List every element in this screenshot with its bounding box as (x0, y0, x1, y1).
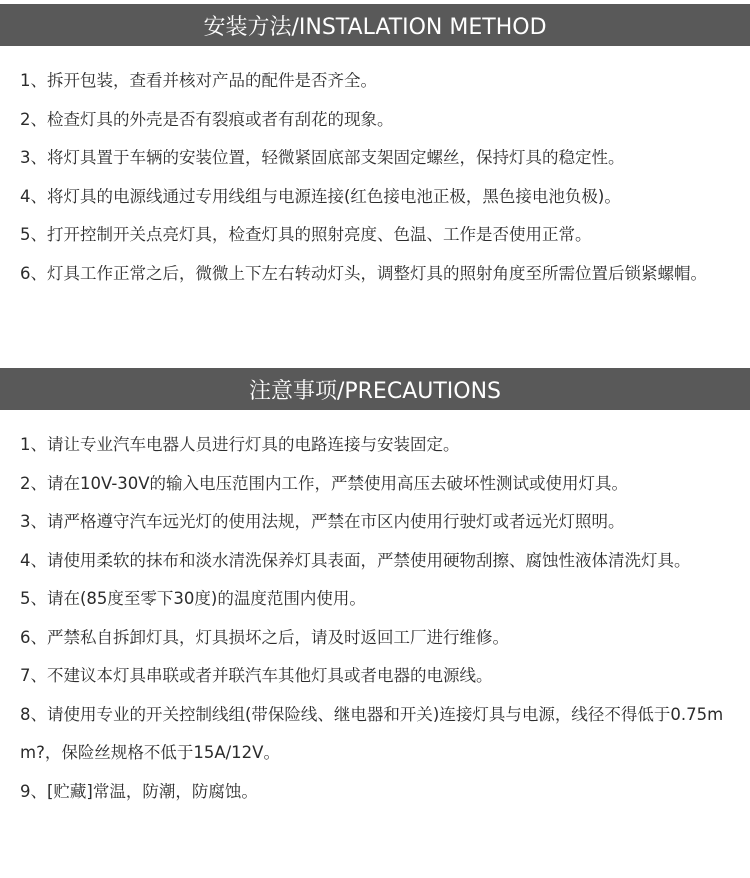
precaution-item-5: 5、请在(85度至零下30度)的温度范围内使用。 (20, 589, 366, 608)
precautions-title: 注意事项/PRECAUTIONS (248, 378, 502, 404)
installation-step-4: 4、将灯具的电源线通过专用线组与电源连接(红色接电池正极，黑色接电池负极)。 (20, 186, 621, 206)
installation-title: 安装方法/INSTALATION METHOD (203, 14, 547, 40)
precaution-item-4: 4、请使用柔软的抹布和淡水清洗保养灯具表面，严禁使用硬物刮擦、腐蚀性液体清洗灯具。 (20, 550, 691, 570)
precaution-item-1: 1、请让专业汽车电器人员进行灯具的电路连接与安装固定。 (20, 435, 460, 454)
installation-step-1: 1、拆开包装，查看并核对产品的配件是否齐全。 (20, 71, 377, 90)
installation-step-5: 5、打开控制开关点亮灯具，检查灯具的照射亮度、色温、工作是否使用正常。 (20, 225, 592, 244)
installation-step-2: 2、检查灯具的外壳是否有裂痕或者有刮花的现象。 (20, 109, 394, 129)
precautions-list (20, 426, 746, 811)
precaution-item-2: 2、请在10V-30V的输入电压范围内工作，严禁使用高压去破坏性测试或使用灯具。 (20, 473, 629, 493)
installation-header (0, 4, 750, 46)
precaution-item-9: 9、[贮藏]常温，防潮，防腐蚀。 (20, 781, 258, 801)
precaution-item-8: 8、请使用专业的开关控制线组(带保险线、继电器和开关)连接灯具与电源，线径不得低于0.75mm?，保险丝规格不低于15A/12V。 (20, 704, 724, 762)
precaution-item-7: 7、不建议本灯具串联或者并联汽车其他灯具或者电器的电源线。 (20, 666, 493, 685)
installation-step-6: 6、灯具工作正常之后，微微上下左右转动灯头，调整灯具的照射角度至所需位置后锁紧螺帽。 (20, 263, 707, 283)
installation-step-3: 3、将灯具置于车辆的安装位置，轻微紧固底部支架固定螺丝，保持灯具的稳定性。 (20, 148, 625, 167)
precaution-item-6: 6、严禁私自拆卸灯具，灯具损坏之后，请及时返回工厂进行维修。 (20, 627, 509, 647)
precaution-item-3: 3、请严格遵守汽车远光灯的使用法规，严禁在市区内使用行驶灯或者远光灯照明。 (20, 512, 625, 531)
precautions-header (0, 368, 750, 410)
installation-list (20, 62, 746, 293)
